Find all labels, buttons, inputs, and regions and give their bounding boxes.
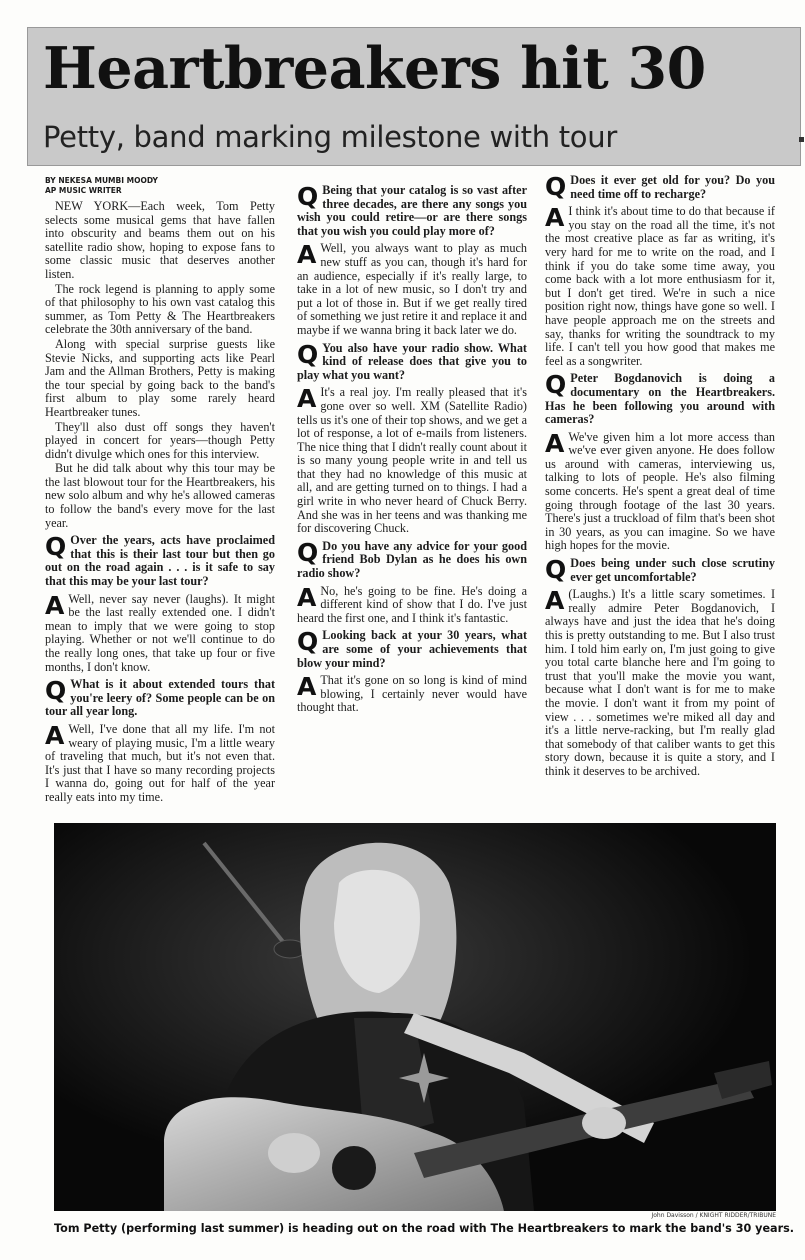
answer (545, 588, 775, 778)
question-text: You also have your radio show. What kind of release does that give you to play what you want? (297, 340, 527, 382)
a-letter-icon: A (545, 586, 565, 616)
q-letter-icon: Q (297, 537, 319, 567)
question-text: Does it ever get old for you? Do you need time off to recharge? (570, 173, 775, 201)
answer (297, 582, 527, 626)
question-text: Looking back at your 30 years, what are some of your achievements that blow your mind? (297, 628, 527, 670)
q-letter-icon: Q (545, 172, 567, 201)
question-text: Peter Bogdanovich is doing a documentary on the Heartbreakers. Has he been following you around with cameras? (545, 371, 775, 427)
paragraph: Along with special surprise guests like Stevie Nicks, and supporting acts like Pearl Jam and the Allman Brothers, Petty is making the tour special by going back to the band's first album to play some rarely heard Heartbreaker tunes. (45, 336, 275, 419)
question-text: Do you have any advice for your good friend Bob Dylan as he does his own radio show? (297, 538, 527, 581)
answer (45, 720, 275, 805)
paragraph: NEW YORK—Each week, Tom Petty selects some musical gems that have fallen into obscurity and beams them out on his satellite radio show, hoping to expose fans to some classic music that deserves another listen. (45, 199, 275, 281)
question (297, 184, 527, 238)
question-text: Over the years, acts have proclaimed that this is their last tour but then go out on the road again . . . is it safe to say that this may be your last tour? (45, 533, 275, 589)
answer-text: No, he's going to be fine. He's doing a different kind of show that I do. I've just heard the first one, and I think it's fantastic. (297, 583, 527, 625)
answer (297, 386, 527, 536)
question (297, 339, 527, 383)
answer (545, 205, 775, 368)
answer-text: Well, I've done that all my life. I'm not weary of playing music, I'm a little weary of traveling that much, but it's not even that. It's just that I have so many recording projects I wanna do, going out for half of the year really eats into my time. (45, 721, 275, 804)
paragraph: The rock legend is planning to apply some of that philosophy to his own vast catalog this summer, as Tom Petty & The Heartbreakers celebrate the 30th anniversary of the band. (45, 281, 275, 337)
answer-text: I think it's about time to do that because if you stay on the road all the time, it's not the most creative place as far as writing, it's very hard for me to write on the road, and I think if you do take some time away, you come back with a lot more enthusiasm for it, but I don't get tired. We're in such a nice position right now, things have gone so well. I have people approach me on the streets and say, thanks for writing the soundtrack to my life. I can't tell you how good that makes me feel as a songwriter. (545, 204, 775, 368)
paragraph: They'll also dust off songs they haven't played in concert for years—though Petty didn't divulge which ones for this interview. (45, 419, 275, 461)
q-letter-icon: Q (297, 182, 319, 211)
answer (297, 242, 527, 337)
question (297, 537, 527, 581)
question (545, 174, 775, 201)
concert-photo (54, 823, 776, 1211)
answer-text: Well, you always want to play as much new stuff as you can, though it's hard for an audience, especially if it's really large, to take in a lot of new music, so I don't try and put a lot of those in. But if we get really tired of something we just retire it and replace it and maybe if we wanna bring it back later we do. (297, 241, 527, 337)
question-text: Being that your catalog is so vast after three decades, are there any songs you wish you could retire—or are there songs that you wish you could play more of? (297, 183, 527, 238)
answer-text: Well, never say never (laughs). It might be the last really extended one. I didn't mean to imply that we were going to stop playing. Whether or not we'll continue to do the really long ones, that take up four or five months, I don't know. (45, 591, 275, 674)
question (545, 372, 775, 426)
a-letter-icon: A (297, 240, 317, 270)
question-text: What is it about extended tours that you're leery of? Some people can be on tour all year long. (45, 677, 275, 719)
page-edge-mark (799, 137, 804, 142)
byline-role: AP MUSIC WRITER (45, 186, 122, 195)
answer (297, 674, 527, 715)
byline-author: BY NEKESA MUMBI MOODY (45, 176, 158, 185)
q-letter-icon: Q (45, 532, 67, 562)
answer-text: It's a real joy. I'm really pleased that it's gone over so well. XM (Satellite Radio) tells us it's one of their top shows, and we get a lot of response, a lot of e-mails from listeners. The nice thing that I didn't really count about it is so many young people write in and tell us that they had no knowledge of this music at all, and are getting turned on to things. I had a girl write in who never heard of Chuck Berry. And she was in her teens and was thanking me for discovering Chuck. (297, 385, 527, 536)
a-letter-icon: A (545, 428, 565, 458)
q-letter-icon: Q (545, 370, 567, 400)
answer (545, 428, 775, 553)
q-letter-icon: Q (297, 339, 319, 369)
question (45, 678, 275, 719)
q-letter-icon: Q (297, 627, 319, 657)
a-letter-icon: A (297, 582, 317, 612)
photo-credit: John Davisson / KNIGHT RIDDER/TRIBUNE (651, 1212, 776, 1219)
paragraph: But he did talk about why this tour may be the last blowout tour for the Heartbreakers, his new solo album and why he's allowed cameras to follow the band's every move for the last year. (45, 461, 275, 530)
q-letter-icon: Q (545, 555, 567, 585)
performer-illustration (54, 823, 776, 1211)
photo-caption: Tom Petty (performing last summer) is heading out on the road with The Heartbreakers to mark the band's 30 years. (54, 1222, 795, 1235)
headline-box (27, 27, 801, 166)
question (545, 557, 775, 584)
answer-text: We've given him a lot more access than we've ever given anyone. He does follow us around with cameras, interviewing us, talking to lots of people. He's also filming some concerts. He's spent a great deal of time going through footage of the last 30 years. There's just a truckload of film that's been shot in 30 years, as you can imagine. So we have high hopes for the movie. (545, 429, 775, 553)
answer-text: (Laughs.) It's a little scary sometimes. I really admire Peter Bogdanovich, I always have and just the idea that he's doing this is pretty outstanding to me. But I also trust him. I told him early on, I'm just going to give you total carte blanche here and I'm going to trust that you'll make the movie you want, because what I don't want is for me to make the movie. I don't want it from my point of view . . . sometimes we're miked all day and it's a little nerve-racking, but I'm really glad that somebody of that caliber wants to get this story down, because it is quite a story, and I think it deserves to be archived. (545, 587, 775, 778)
a-letter-icon: A (45, 720, 65, 750)
question (297, 629, 527, 670)
answer-text: That it's gone on so long is kind of mind blowing, I certainly never would have thought that. (297, 673, 527, 715)
q-letter-icon: Q (45, 676, 67, 706)
question-text: Does being under such close scrutiny ever get uncomfortable? (570, 556, 775, 584)
headline: Heartbreakers hit 30 (43, 35, 706, 102)
question (45, 534, 275, 588)
a-letter-icon: A (45, 590, 65, 620)
subhead: Petty, band marking milestone with tour (43, 120, 617, 154)
a-letter-icon: A (297, 384, 317, 414)
article-column-1 (45, 174, 275, 806)
a-letter-icon: A (545, 203, 565, 233)
article-column-3 (545, 174, 775, 780)
article-column-2 (297, 174, 527, 716)
a-letter-icon: A (297, 672, 317, 702)
answer (45, 590, 275, 675)
